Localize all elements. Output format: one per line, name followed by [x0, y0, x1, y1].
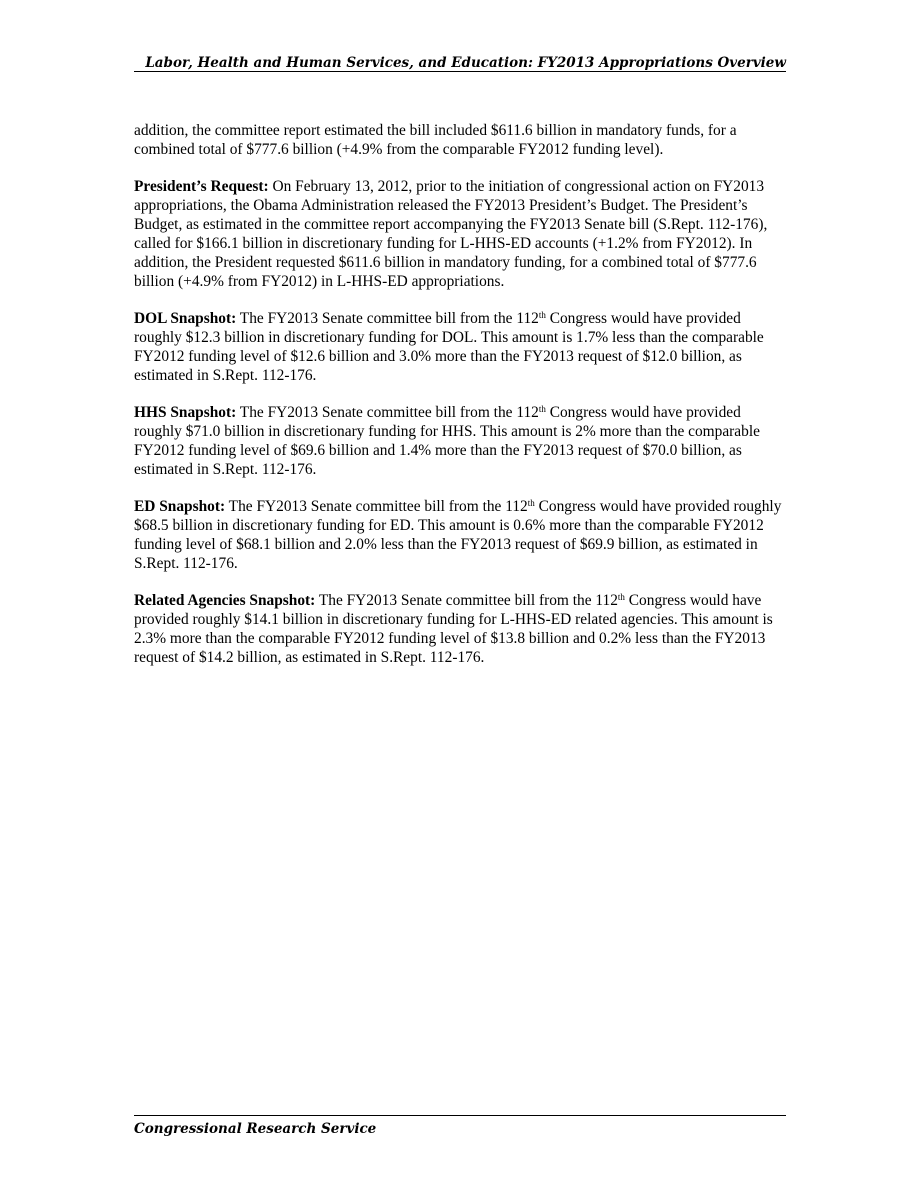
running-header: Labor, Health and Human Services, and Education: FY2013 Appropriations Overview [145, 55, 786, 71]
hhs-snapshot-text-end: Congress would have provided roughly $71.0 billion in discretionary funding for HHS. This amount is 2% more than the comparable FY2012 funding level of $69.6 billion and 1.4% more than the FY2013 request of $70.0 billion, as estimated in S.Rept. 112-176. [134, 404, 760, 478]
related-agencies-snapshot-text-start: The FY2013 Senate committee bill from the 112 [315, 592, 618, 609]
presidents-request-text: On February 13, 2012, prior to the initiation of congressional action on FY2013 appropriations, the Obama Administration released the FY2013 President’s Budget. The President’s Budget, as estimated in the committee report accompanying the FY2013 Senate bill (S.Rept. 112-176), called for $166.1 billion in discretionary funding for L-HHS-ED accounts (+1.2% from FY2012). In addition, the President requested $611.6 billion in mandatory funding, for a combined total of $777.6 billion (+4.9% from FY2012) in L-HHS-ED appropriations. [134, 178, 768, 290]
hhs-snapshot-text-start: The FY2013 Senate committee bill from the 112 [236, 404, 539, 421]
related-agencies-snapshot-text-end: Congress would have provided roughly $14.1 billion in discretionary funding for L-HHS-ED related agencies. This amount is 2.3% more than the comparable FY2012 funding level of $13.8 billion and 0.2% less than the FY2013 request of $14.2 billion, as estimated in S.Rept. 112-176. [134, 592, 773, 666]
related-agencies-snapshot-paragraph [134, 591, 788, 667]
dol-snapshot-heading: DOL Snapshot: [134, 310, 237, 327]
presidents-request-paragraph [134, 177, 788, 291]
dol-snapshot-text-start: The FY2013 Senate committee bill from the 112 [236, 310, 539, 327]
continuation-paragraph: addition, the committee report estimated the bill included $611.6 billion in mandatory funds, for a combined total of $777.6 billion (+4.9% from the comparable FY2012 funding level). [134, 122, 737, 158]
document-body [134, 121, 788, 685]
ed-snapshot-paragraph [134, 497, 788, 573]
footer-divider [134, 1115, 786, 1116]
ordinal-suffix: th [617, 592, 625, 602]
footer-source: Congressional Research Service [134, 1121, 377, 1137]
related-agencies-snapshot-heading: Related Agencies Snapshot: [134, 592, 316, 609]
ed-snapshot-heading: ED Snapshot: [134, 498, 226, 515]
ordinal-suffix: th [527, 498, 535, 508]
presidents-request-heading: President’s Request: [134, 178, 269, 195]
ed-snapshot-text-start: The FY2013 Senate committee bill from the 112 [225, 498, 528, 515]
header-divider [134, 71, 786, 72]
dol-snapshot-text-end: Congress would have provided roughly $12.3 billion in discretionary funding for DOL. This amount is 1.7% less than the comparable FY2012 funding level of $12.6 billion and 3.0% more than the FY2013 request of $12.0 billion, as estimated in S.Rept. 112-176. [134, 310, 764, 384]
dol-snapshot-paragraph [134, 309, 788, 385]
hhs-snapshot-paragraph [134, 403, 788, 479]
ordinal-suffix: th [538, 310, 546, 320]
ed-snapshot-text-end: Congress would have provided roughly $68.5 billion in discretionary funding for ED. This amount is 0.6% more than the comparable FY2012 funding level of $68.1 billion and 2.0% less than the FY2013 request of $69.9 billion, as estimated in S.Rept. 112-176. [134, 498, 782, 572]
hhs-snapshot-heading: HHS Snapshot: [134, 404, 237, 421]
ordinal-suffix: th [538, 404, 546, 414]
